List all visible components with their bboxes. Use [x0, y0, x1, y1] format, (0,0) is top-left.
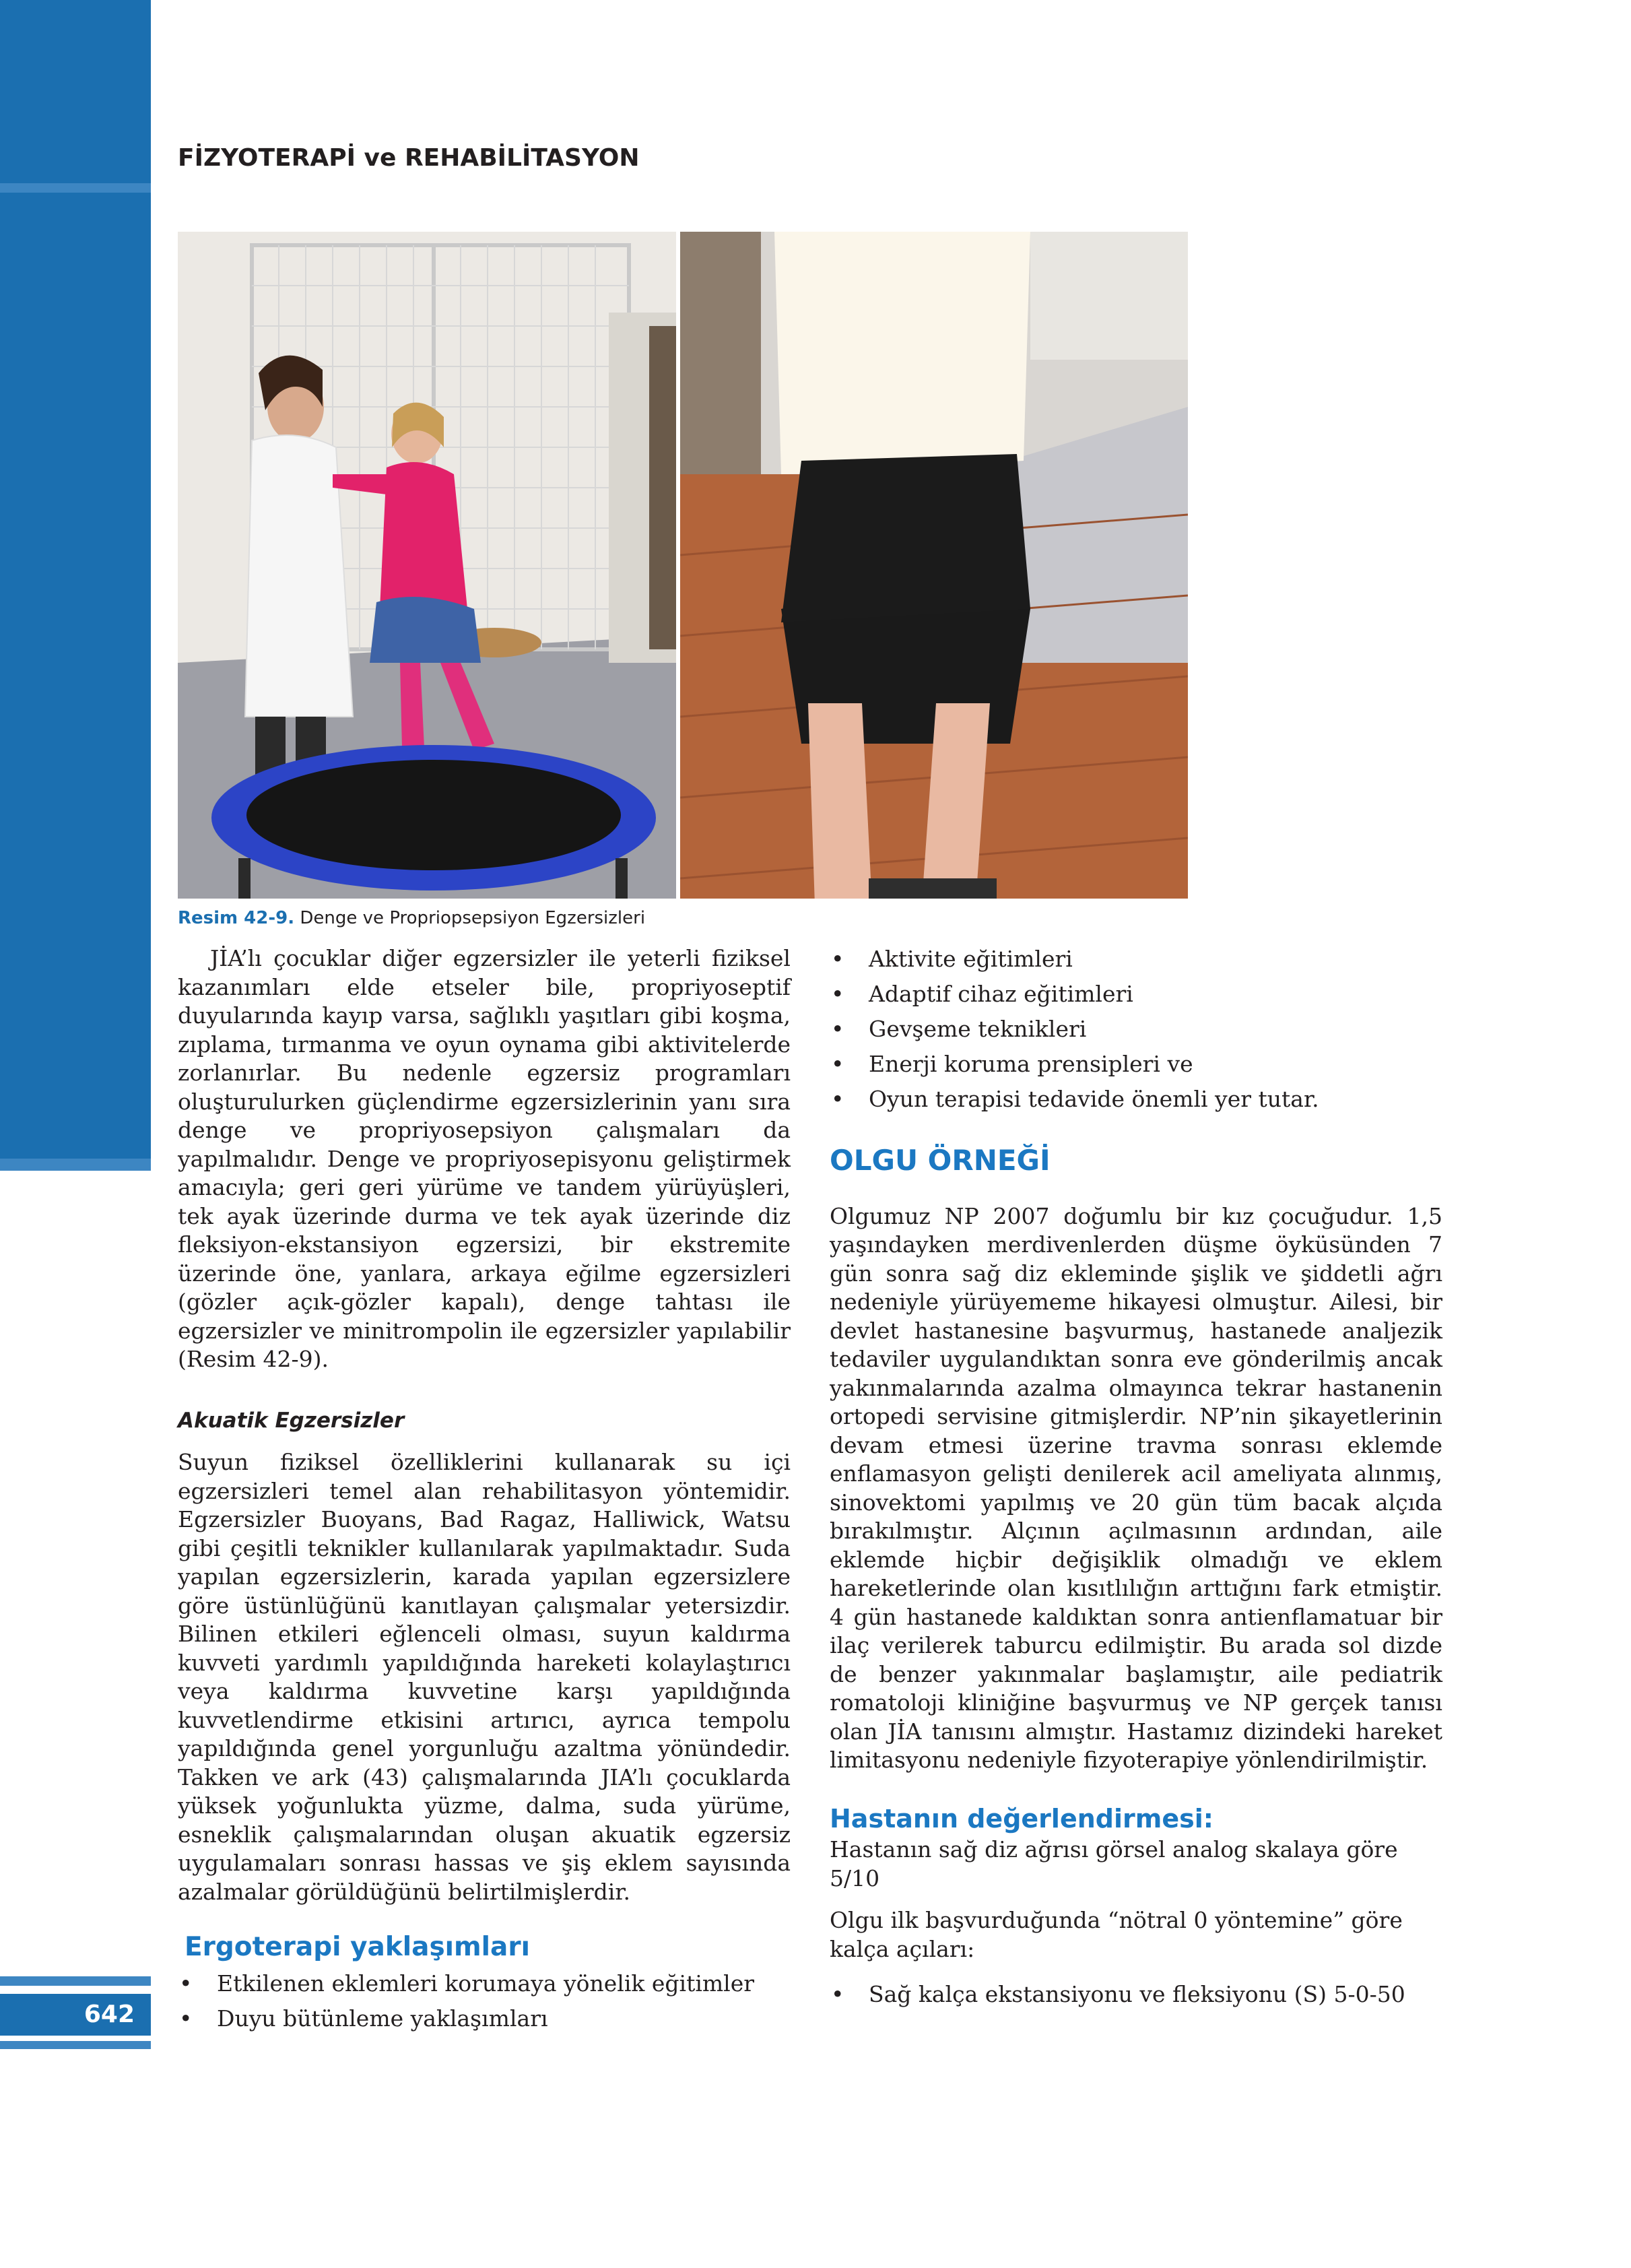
pagenum-rule-bottom	[0, 2041, 151, 2049]
running-header: FİZYOTERAPİ ve REHABİLİTASYON	[178, 144, 640, 172]
activity-list	[830, 942, 1442, 1117]
case-paragraph: Olgumuz NP 2007 doğumlu bir kız çocuğudur. 1,5 yaşındayken merdivenlerden düşme öyküsünden 7 gün sonra sağ diz ekleminde şişlik ve şiddetli ağrı nedeniyle yürüyememe hikayesi olmuştur. Ailesi, bir devlet hastanesine başvurmuş, hastanede analjezik tedaviler uygulandıktan sonra eve gönderilmiş ancak yakınmalarında azalma olmayınca tekrar hastanenin ortopedi servisine gitmişlerdir. NP’nin şikayetlerinin devam etmesi üzerine travma sonrası eklemde enflamasyon gelişti denilerek acil ameliyata alınmış, sinovektomi yapılmış ve 20 gün tüm bacak alçıda bırakılmıştır. Alçının açılmasının ardından, aile eklemde hiçbir değişiklik olmadığı ve eklem hareketlerinde olan kısıtlılığın arttığını fark etmiştir. 4 gün hastanede kaldıktan sonra antienflamatuar bir ilaç verilerek taburcu edilmiştir. Bu arada sol dizde de benzer yakınmalar başlamıştır, aile pediatrik romatoloji kliniğine başvurmuş ve NP gerçek tanısı olan JİA tanısını almıştır. Hastamız dizindeki hareket limitasyonu nedeniyle fizyoterapiye yönlendirilmiştir.	[830, 1202, 1442, 1773]
evaluation-heading: Hastanın değerlendirmesi:	[830, 1803, 1213, 1834]
figure-caption-text: Denge ve Propriopsepsiyon Egzersizleri	[300, 908, 646, 928]
list-item: • Sağ kalça ekstansiyonu ve fleksiyonu (S) 5-0-50	[830, 1977, 1442, 2012]
intro-paragraph: JİA’lı çocuklar diğer egzersizler ile yeterli fiziksel kazanımları elde etseler bile, propriyoseptif duyularında kayıp varsa, sağlıklı yaşıtları gibi koşma, zıplama, tırmanma ve oyun oynama gibi aktivitelerde zorlanırlar. Bu nedenle egzersiz programları oluşturulurken güçlendirme egzersizlerinin yanı sıra denge ve propriyosepsiyon çalışmaları da yapılmalıdır. Denge ve propriyosepisyonu geliştirmek amacıyla; geri geri yürüme ve tandem yürüyüşleri, tek ayak üzerinde durma ve tek ayak üzerinde diz fleksiyon-ekstansiyon egzersizi, bir ekstremite üzerinde öne, yanlara, arkaya eğilme egzersizleri (gözler açık-gözler kapalı), denge tahtası ile egzersizler ve minitrompolin ile egzersizler yapılabilir (Resim 42-9).	[178, 945, 791, 1372]
list-item: • Oyun terapisi tedavide önemli yer tutar.	[830, 1082, 1442, 1117]
list-item: • Etkilenen eklemleri korumaya yönelik eğitimler	[178, 1966, 791, 2001]
list-item: • Aktivite eğitimleri	[830, 942, 1442, 977]
left-column	[178, 944, 791, 2036]
figure-caption	[178, 908, 645, 928]
list-item: • Gevşeme teknikleri	[830, 1012, 1442, 1047]
evaluation-paragraph-1: Hastanın sağ diz ağrısı görsel analog skalaya göre 5/10	[830, 1836, 1398, 1891]
case-heading: OLGU ÖRNEĞİ	[830, 1144, 1051, 1177]
list-item: • Adaptif cihaz eğitimleri	[830, 977, 1442, 1012]
list-item: • Duyu bütünleme yaklaşımları	[178, 2001, 791, 2036]
ergo-list	[178, 1966, 791, 2036]
header-rule	[0, 183, 151, 193]
pagenum-rule-top	[0, 1976, 151, 1986]
evaluation-list	[830, 1977, 1442, 2012]
photo-trampoline	[178, 232, 676, 899]
photo-balance-board	[680, 232, 1188, 899]
aquatic-paragraph: Suyun fiziksel özelliklerini kullanarak su içi egzersizleri temel alan rehabilitasyon yöntemidir. Egzersizler Buoyans, Bad Ragaz, Halliwick, Watsu gibi çeşitli teknikler kullanılarak yapılmaktadır. Suda yapılan egzersizlerin, karada yapılan egzersizlere göre üstünlüğünü kanıtlayan çalışmalar yetersizdir. Bilinen etkileri eğlenceli olması, suyun kaldırma kuvveti yardımlı yapıldığında hareketi kolaylaştırıcı veya kaldırma kuvvetine karşı yapıldığında kuvvetlendirme etkisini artırıcı, ayrıca tempolu yapıldığında genel yorgunluğu azaltma yönündedir. Takken ve ark (43) çalışmalarında JIA’lı çocuklarda yüksek yoğunlukta yüzme, dalma, suda yürüme, esneklik çalışmalarından oluşan akuatik egzersiz uygulamaları sonrası hassas ve şiş eklem sayısında azalmalar görüldüğünü belirtilmişlerdir.	[178, 1449, 791, 1905]
figure-label: Resim 42-9.	[178, 908, 295, 928]
sidebar-rule-lower	[0, 1159, 151, 1171]
aquatic-heading: Akuatik Egzersizler	[178, 1408, 405, 1433]
page-number: 642	[84, 2001, 135, 2028]
evaluation-paragraph-2: Olgu ilk başvurduğunda “nötral 0 yöntemine” göre kalça açıları:	[830, 1907, 1403, 1962]
sidebar-color-band	[0, 0, 151, 1159]
right-column	[830, 942, 1442, 2012]
list-item: • Enerji koruma prensipleri ve	[830, 1047, 1442, 1082]
ergo-heading: Ergoterapi yaklaşımları	[185, 1932, 530, 1962]
